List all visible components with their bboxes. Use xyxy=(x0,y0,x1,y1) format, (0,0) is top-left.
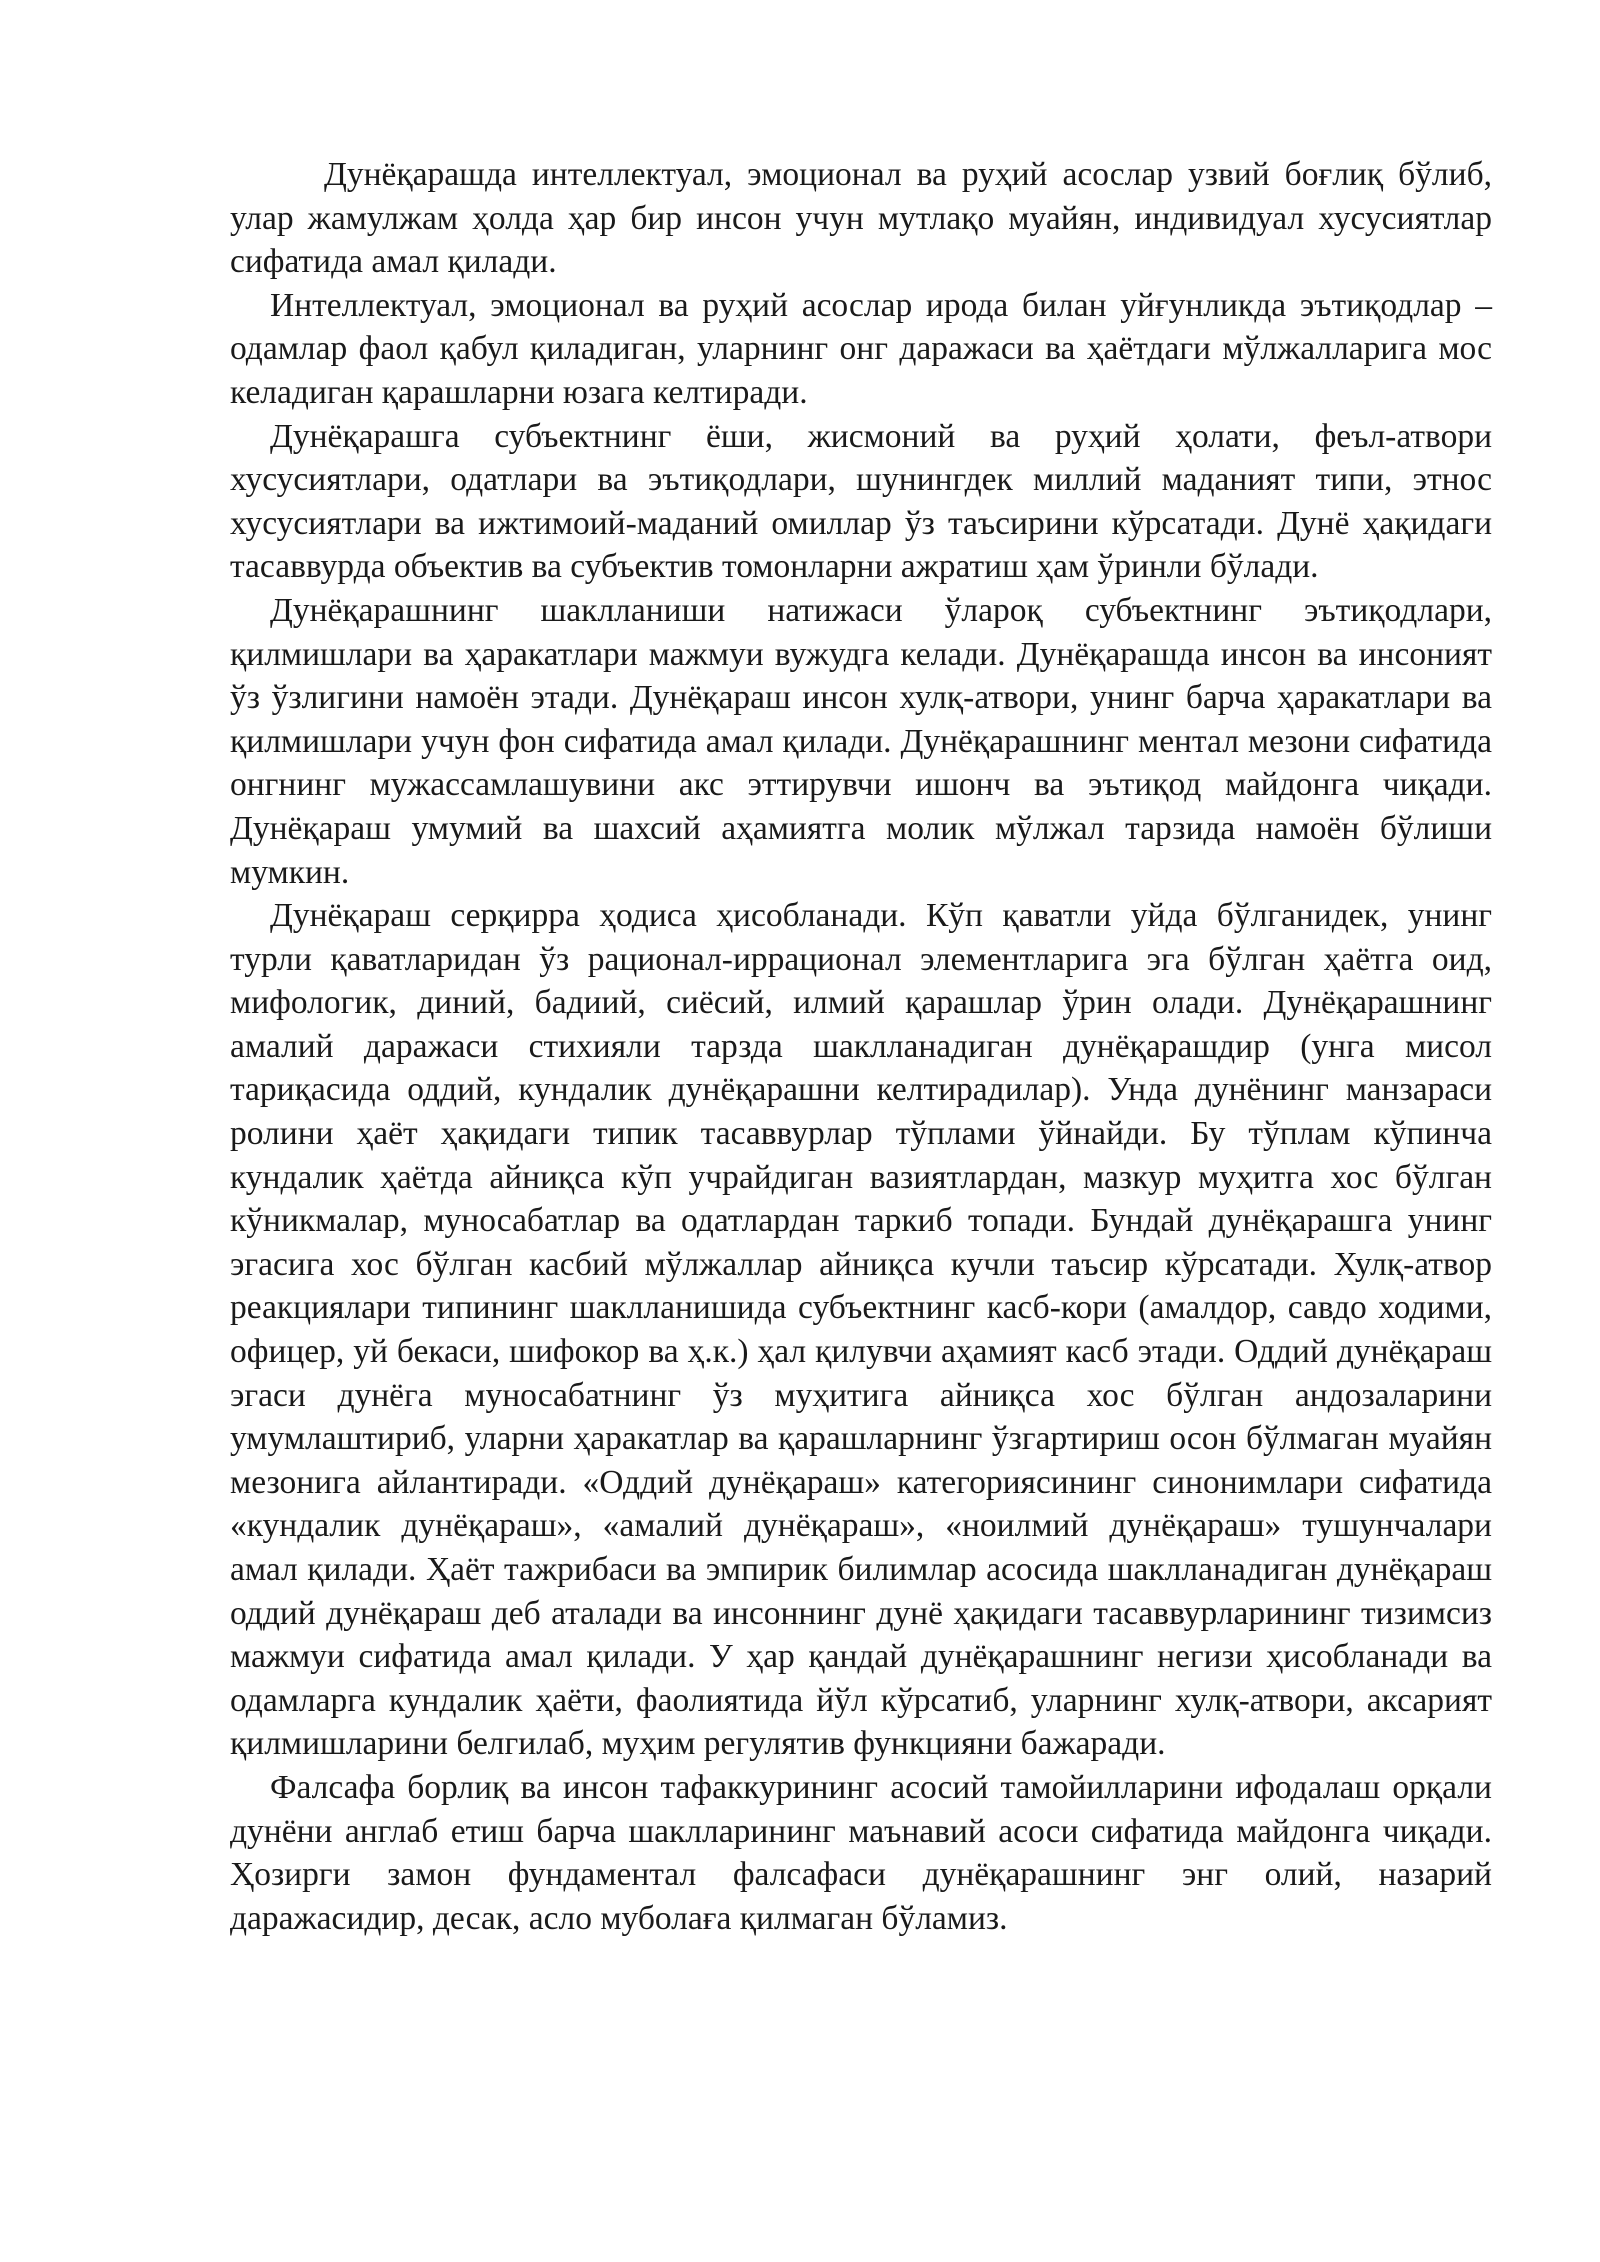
paragraph-3: Дунёқарашга субъектнинг ёши, жисмоний ва руҳий ҳолати, феъл-атвори хусусиятлари, одатлари ва эътиқодлари, шунингдек миллий маданият типи, этнос хусусиятлари ва ижтимоий-маданий омиллар ўз таъсирини кўрсатади. Дунё ҳақидаги тасаввурда объектив ва субъектив томонларни ажратиш ҳам ўринли бўлади. xyxy=(230,417,1492,586)
paragraph-6: Фалсафа борлиқ ва инсон тафаккурининг асосий тамойилларини ифодалаш орқали дунёни англаб етиш барча шаклларининг маънавий асоси сифатида майдонга чиқади. Ҳозирги замон фундаментал фалсафаси дунёқарашнинг энг олий, назарий даражасидир, десак, асло муболаға қилмаган бўламиз. xyxy=(230,1768,1492,1937)
paragraph-2: Интеллектуал, эмоционал ва руҳий асослар ирода билан уйғунликда эътиқодлар – одамлар фаол қабул қиладиган, уларнинг онг даражаси ва ҳаётдаги мўлжалларига мос келадиган қарашларни юзага келтиради. xyxy=(230,286,1492,411)
paragraph-1: Дунёқарашда интеллектуал, эмоционал ва руҳий асослар узвий боғлиқ бўлиб, улар жамулжам ҳолда ҳар бир инсон учун мутлақо муайян, индивидуал хусусиятлар сифатида амал қилади. xyxy=(230,156,1492,281)
paragraph-4: Дунёқарашнинг шаклланиши натижаси ўлароқ субъектнинг эътиқодлари, қилмишлари ва ҳаракатлари мажмуи вужудга келади. Дунёқарашда инсон ва инсоният ўз ўзлигини намоён этади. Дунёқараш инсон хулқ-атвори, унинг барча ҳаракатлари ва қилмишлари учун фон сифатида амал қилади. Дунёқарашнинг ментал мезони сифатида онгнинг мужассамлашувини акс эттирувчи ишонч ва эътиқод майдонга чиқади. Дунёқараш умумий ва шахсий аҳамиятга молик мўлжал тарзида намоён бўлиши мумкин. xyxy=(230,591,1492,891)
document-body xyxy=(230,153,1492,1940)
paragraph-5: Дунёқараш серқирра ҳодиса ҳисобланади. Кўп қаватли уйда бўлганидек, унинг турли қаватларидан ўз рационал-иррационал элементларига эга бўлган ҳаётга оид, мифологик, диний, бадиий, сиёсий, илмий қарашлар ўрин олади. Дунёқарашнинг амалий даражаси стихияли тарзда шаклланадиган дунёқарашдир (унга мисол тариқасида оддий, кундалик дунёқарашни келтирадилар). Унда дунёнинг манзараси ролини ҳаёт ҳақидаги типик тасаввурлар тўплами ўйнайди. Бу тўплам кўпинча кундалик ҳаётда айниқса кўп учрайдиган вазиятлардан, мазкур муҳитга хос бўлган кўникмалар, муносабатлар ва одатлардан таркиб топади. Бундай дунёқарашга унинг эгасига хос бўлган касбий мўлжаллар айниқса кучли таъсир кўрсатади. Хулқ-атвор реакциялари типининг шаклланишида субъектнинг касб-кори (амалдор, савдо ходими, офицер, уй бекаси, шифокор ва ҳ.к.) ҳал қилувчи аҳамият касб этади. Оддий дунёқараш эгаси дунёга муносабатнинг ўз муҳитига айниқса хос бўлган андозаларини умумлаштириб, уларни ҳаракатлар ва қарашларнинг ўзгартириш осон бўлмаган муайян мезонига айлантиради. «Оддий дунёқараш» категориясининг синонимлари сифатида «кундалик дунёқараш», «амалий дунёқараш», «ноилмий дунёқараш» тушунчалари амал қилади. Ҳаёт тажрибаси ва эмпирик билимлар асосида шаклланадиган дунёқараш оддий дунёқараш деб аталади ва инсоннинг дунё ҳақидаги тасаввурларининг тизимсиз мажмуи сифатида амал қилади. У ҳар қандай дунёқарашнинг негизи ҳисобланади ва одамларга кундалик ҳаёти, фаолиятида йўл кўрсатиб, уларнинг хулқ-атвори, аксарият қилмишларини белгилаб, муҳим регулятив функцияни бажаради. xyxy=(230,897,1492,1763)
